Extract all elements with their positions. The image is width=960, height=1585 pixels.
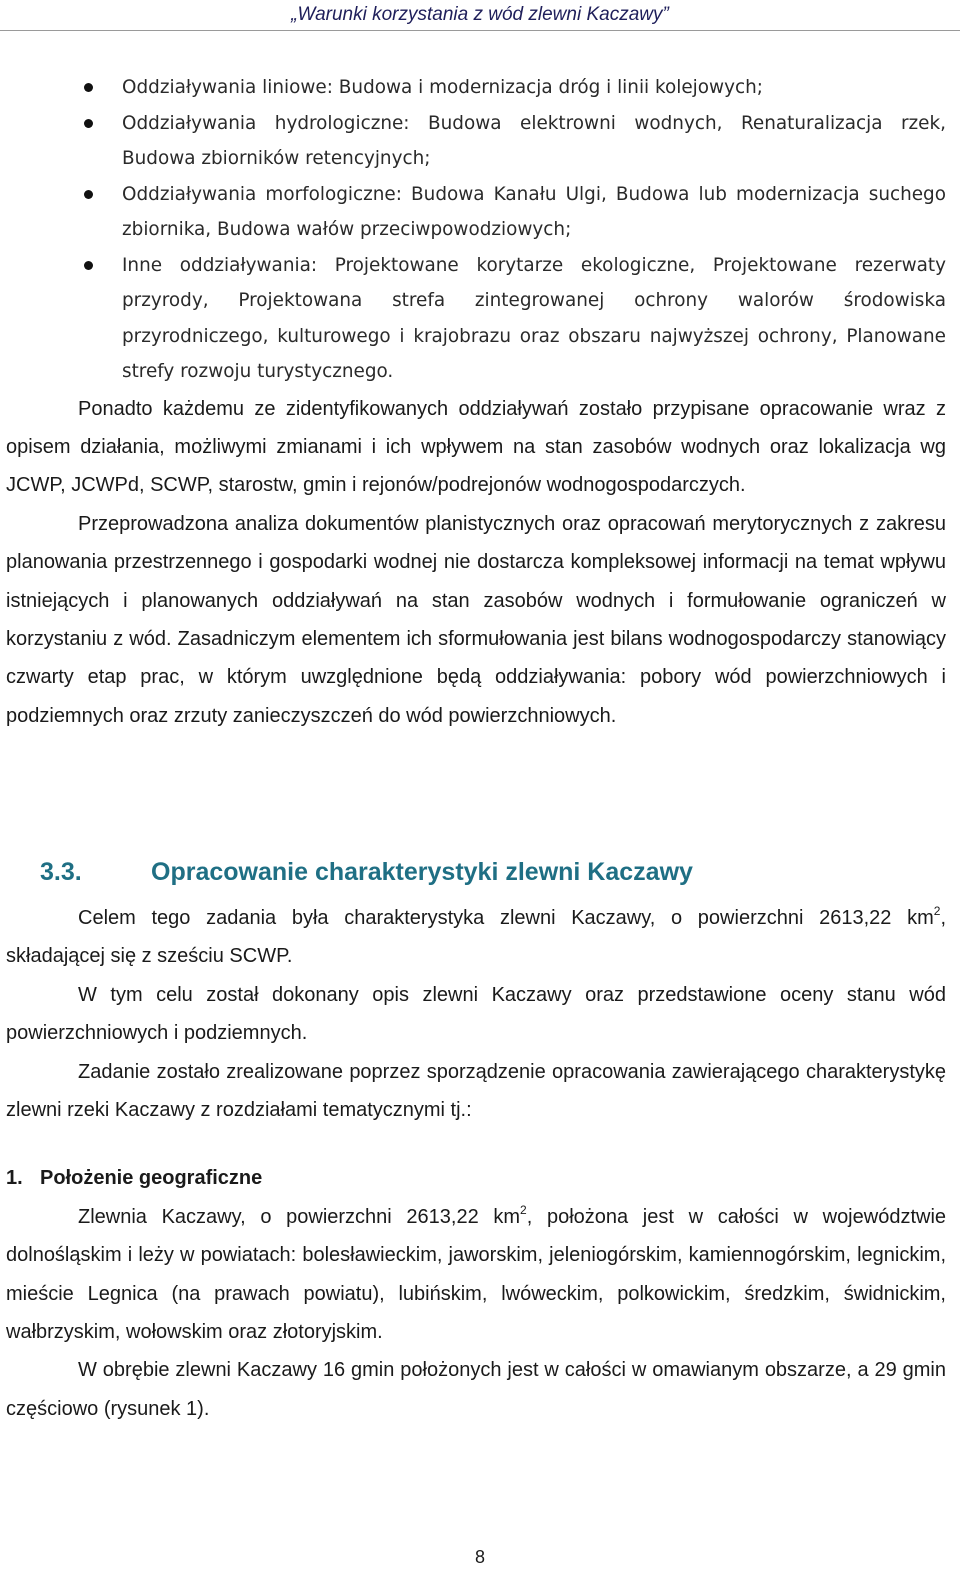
page-header: [0, 0, 960, 31]
paragraph: W tym celu został dokonany opis zlewni Kaczawy oraz przedstawione oceny stanu wód powierzchniowych i podziemnych.: [6, 983, 946, 1045]
paragraph: [6, 899, 946, 976]
paragraph-text: Celem tego zadania była charakterystyka zlewni Kaczawy, o powierzchni 2613,22 km: [78, 907, 934, 929]
bullet-item: [6, 106, 946, 177]
paragraph: [6, 1198, 946, 1352]
paragraph: Ponadto każdemu ze zidentyfikowanych oddziaływań zostało przypisane opracowanie wraz z opisem działania, możliwymi zmianami i ich wpływem na stan zasobów wodnych oraz lokalizacja wg JCWP, JCWPd, SCWP, starostw, gmin i rejonów/podrejonów wodnogospodarczych.: [6, 397, 946, 497]
section-heading: [40, 858, 940, 894]
bullet-text: Inne oddziaływania: Projektowane korytarze ekologiczne, Projektowane rezerwaty przyrody, Projektowana strefa zintegrowanej ochrony walorów środowiska przyrodniczego, kulturowego i krajobrazu oraz obszaru najwyższej ochrony, Planowane strefy rozwoju turystycznego.: [122, 254, 946, 382]
subsection-number: 1.: [6, 1167, 23, 1190]
bullet-text: Oddziaływania liniowe: Budowa i modernizacja dróg i linii kolejowych;: [122, 77, 763, 98]
superscript: 2: [520, 1202, 527, 1217]
bullet-dot-icon: [84, 83, 93, 92]
bullet-list: [6, 70, 946, 390]
bullet-dot-icon: [84, 119, 93, 128]
paragraph-text: Zlewnia Kaczawy, o powierzchni 2613,22 km: [78, 1205, 521, 1228]
bullet-dot-icon: [84, 261, 93, 270]
paragraph-text: , składającej się z sześciu SCWP.: [6, 907, 946, 968]
section-title: Opracowanie charakterystyki zlewni Kaczawy: [151, 858, 693, 886]
bullet-item: [6, 70, 946, 106]
paragraph: W obrębie zlewni Kaczawy 16 gmin położonych jest w całości w omawianym obszarze, a 29 gmin częściowo (rysunek 1).: [6, 1359, 946, 1420]
page-number: 8: [474, 1547, 485, 1567]
subsection-title: Położenie geograficzne: [40, 1167, 263, 1190]
superscript: 2: [933, 904, 941, 918]
paragraph: Zadanie zostało zrealizowane poprzez sporządzenie opracowania zawierającego charakterystykę zlewni rzeki Kaczawy z rozdziałami tematycznymi tj.:: [6, 1060, 946, 1122]
bullet-item: [6, 248, 946, 390]
paragraph: Przeprowadzona analiza dokumentów planistycznych oraz opracowań merytorycznych z zakresu planowania przestrzennego i gospodarki wodnej nie dostarcza kompleksowej informacji na temat wpływu istniejących i planowanych oddziaływań na stan zasobów wodnych i formułowanie ograniczeń w korzystaniu z wód. Zasadniczym elementem ich sformułowania jest bilans wodnogospodarczy stanowiący czwarty etap prac, w którym uwzględnione będą oddziaływania: pobory wód powierzchniowych i podziemnych oraz zrzuty zanieczyszczeń do wód powierzchniowych.: [6, 512, 946, 727]
section-content: [6, 899, 946, 1428]
bullet-item: [6, 177, 946, 248]
bullet-dot-icon: [84, 190, 93, 199]
header-title: „Warunki korzystania z wód zlewni Kaczawy”: [291, 4, 669, 25]
subsection-heading: [6, 1159, 946, 1197]
paragraph-text: , położona jest w całości w województwie dolnośląskim i leży w powiatach: bolesławieckim, jaworskim, jeleniogórskim, kamiennogórskim, legnickim, mieście Legnica (na prawach powiatu), lubińskim, lwóweckim, polkowickim, średzkim, świdnickim, wałbrzyskim, wołowskim oraz złotoryjskim.: [6, 1205, 947, 1344]
section-number: 3.3.: [40, 858, 82, 886]
bullet-text: Oddziaływania hydrologiczne: Budowa elektrowni wodnych, Renaturalizacja rzek, Budowa zbiorników retencyjnych;: [122, 112, 946, 169]
main-content: [6, 70, 946, 735]
bullet-text: Oddziaływania morfologiczne: Budowa Kanału Ulgi, Budowa lub modernizacja suchego zbiornika, Budowa wałów przeciwpowodziowych;: [122, 183, 946, 240]
